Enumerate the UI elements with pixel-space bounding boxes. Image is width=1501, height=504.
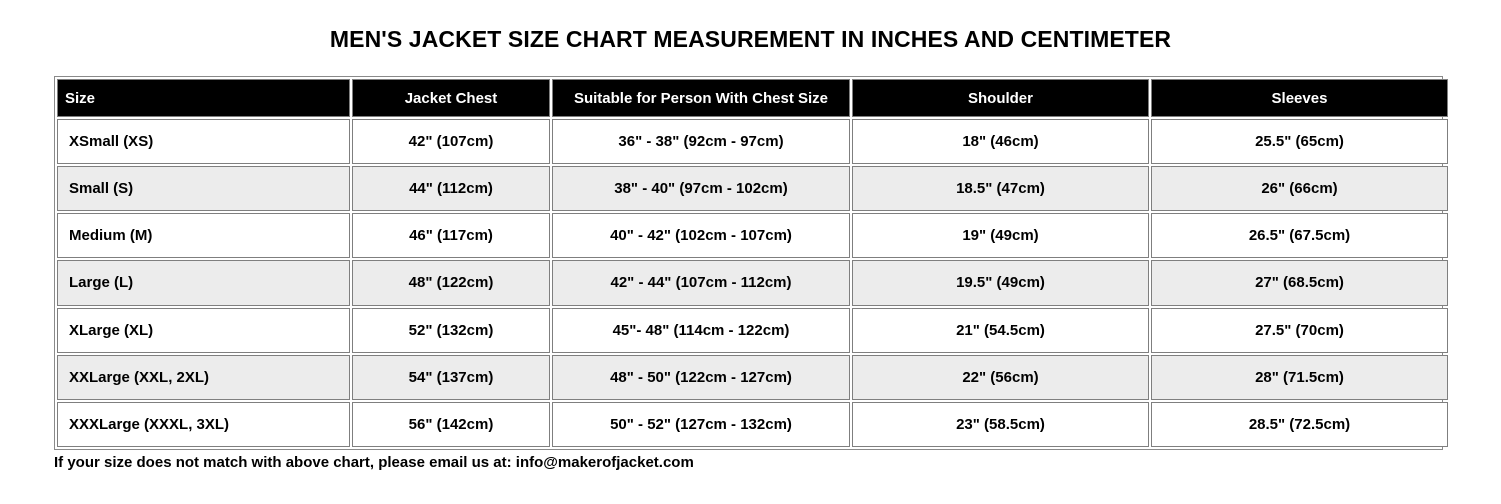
cell-size: XXXLarge (XXXL, 3XL) (57, 402, 350, 447)
cell-jacket-chest: 44" (112cm) (352, 166, 550, 211)
cell-person-chest: 36" - 38" (92cm - 97cm) (552, 119, 850, 164)
cell-person-chest: 40" - 42" (102cm - 107cm) (552, 213, 850, 258)
cell-shoulder: 23" (58.5cm) (852, 402, 1149, 447)
cell-sleeves: 27" (68.5cm) (1151, 260, 1448, 305)
table-header-row (57, 79, 1448, 117)
cell-size: XXLarge (XXL, 2XL) (57, 355, 350, 400)
cell-person-chest: 38" - 40" (97cm - 102cm) (552, 166, 850, 211)
column-header-person-chest: Suitable for Person With Chest Size (552, 79, 850, 117)
cell-shoulder: 22" (56cm) (852, 355, 1149, 400)
size-chart-table (54, 76, 1443, 450)
cell-person-chest: 50" - 52" (127cm - 132cm) (552, 402, 850, 447)
cell-shoulder: 19" (49cm) (852, 213, 1149, 258)
cell-sleeves: 27.5" (70cm) (1151, 308, 1448, 353)
contact-note: If your size does not match with above chart, please email us at: info@makerofjacket.com (54, 454, 694, 471)
cell-size: Medium (M) (57, 213, 350, 258)
cell-sleeves: 25.5" (65cm) (1151, 119, 1448, 164)
cell-shoulder: 21" (54.5cm) (852, 308, 1149, 353)
cell-person-chest: 45"- 48" (114cm - 122cm) (552, 308, 850, 353)
cell-size: XSmall (XS) (57, 119, 350, 164)
cell-person-chest: 48" - 50" (122cm - 127cm) (552, 355, 850, 400)
table-row (57, 402, 1448, 447)
table-row (57, 119, 1448, 164)
table-row (57, 166, 1448, 211)
cell-jacket-chest: 54" (137cm) (352, 355, 550, 400)
cell-sleeves: 26.5" (67.5cm) (1151, 213, 1448, 258)
cell-jacket-chest: 56" (142cm) (352, 402, 550, 447)
cell-jacket-chest: 42" (107cm) (352, 119, 550, 164)
cell-shoulder: 19.5" (49cm) (852, 260, 1149, 305)
cell-size: Large (L) (57, 260, 350, 305)
cell-jacket-chest: 52" (132cm) (352, 308, 550, 353)
column-header-size: Size (57, 79, 350, 117)
cell-jacket-chest: 46" (117cm) (352, 213, 550, 258)
column-header-jacket-chest: Jacket Chest (352, 79, 550, 117)
column-header-sleeves: Sleeves (1151, 79, 1448, 117)
column-header-shoulder: Shoulder (852, 79, 1149, 117)
cell-sleeves: 28" (71.5cm) (1151, 355, 1448, 400)
table-row (57, 308, 1448, 353)
page-title: MEN'S JACKET SIZE CHART MEASUREMENT IN INCHES AND CENTIMETER (329, 26, 1172, 52)
cell-sleeves: 26" (66cm) (1151, 166, 1448, 211)
cell-jacket-chest: 48" (122cm) (352, 260, 550, 305)
table-row (57, 260, 1448, 305)
cell-sleeves: 28.5" (72.5cm) (1151, 402, 1448, 447)
cell-person-chest: 42" - 44" (107cm - 112cm) (552, 260, 850, 305)
table-row (57, 355, 1448, 400)
cell-shoulder: 18.5" (47cm) (852, 166, 1149, 211)
cell-size: Small (S) (57, 166, 350, 211)
cell-shoulder: 18" (46cm) (852, 119, 1149, 164)
cell-size: XLarge (XL) (57, 308, 350, 353)
table-row (57, 213, 1448, 258)
